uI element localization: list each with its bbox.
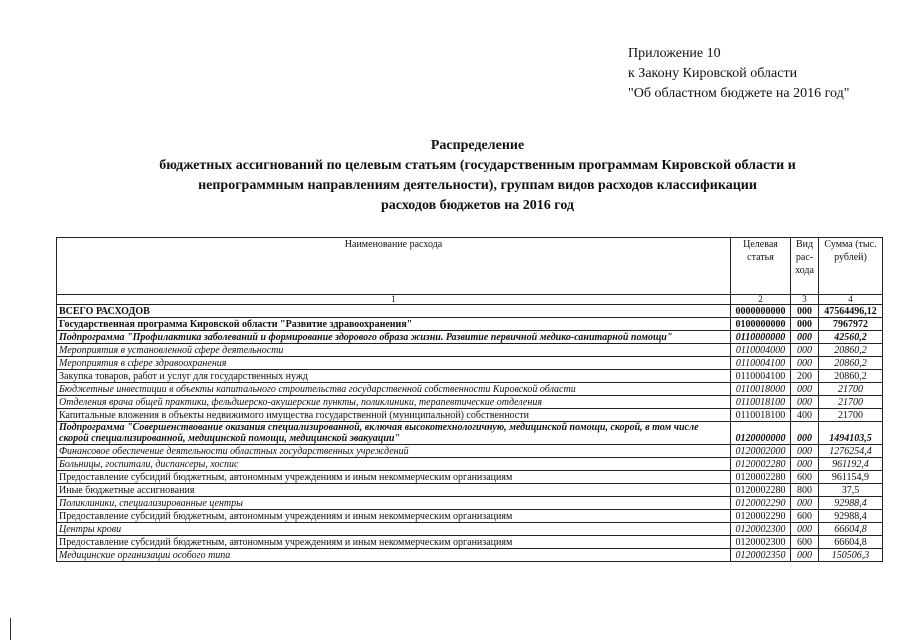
row-name-cell: Закупка товаров, работ и услуг для государственных нужд <box>57 370 731 383</box>
row-type-cell: 000 <box>791 458 819 471</box>
appendix-header <box>628 44 849 104</box>
title-line-3: непрограммным направлениям деятельности), группам видов расходов классификации <box>198 178 757 193</box>
col-number-3: 3 <box>791 295 819 305</box>
header-code: Целевая статья <box>731 238 791 295</box>
row-sum-cell: 1276254,4 <box>819 445 883 458</box>
row-type-cell: 600 <box>791 536 819 549</box>
row-sum-cell: 42560,2 <box>819 331 883 344</box>
row-sum-cell: 7967972 <box>819 318 883 331</box>
row-sum-cell: 1494103,5 <box>819 422 883 445</box>
table-row <box>57 523 883 536</box>
appendix-line-1: Приложение 10 <box>628 46 721 61</box>
table-row <box>57 497 883 510</box>
row-type-cell: 000 <box>791 344 819 357</box>
row-type-cell: 000 <box>791 305 819 318</box>
table-row <box>57 484 883 497</box>
row-name-cell: Капитальные вложения в объекты недвижимого имущества государственной (муниципальной) собственности <box>57 409 731 422</box>
table-row <box>57 318 883 331</box>
row-type-cell: 200 <box>791 370 819 383</box>
row-name-cell: ВСЕГО РАСХОДОВ <box>57 305 731 318</box>
row-code-cell: 0110018000 <box>731 383 791 396</box>
row-code-cell: 0120002290 <box>731 510 791 523</box>
row-code-cell: 0110000000 <box>731 331 791 344</box>
row-name-cell: Подпрограмма "Профилактика заболеваний и формирование здорового образа жизни. Развитие первичной медико-санитарной помощи" <box>57 331 731 344</box>
row-code-cell: 0120002350 <box>731 549 791 562</box>
appendix-line-3: "Об областном бюджете на 2016 год" <box>628 86 850 101</box>
row-type-cell: 000 <box>791 422 819 445</box>
row-sum-cell: 20860,2 <box>819 370 883 383</box>
row-type-cell: 000 <box>791 445 819 458</box>
row-sum-cell: 150506,3 <box>819 549 883 562</box>
row-sum-cell: 20860,2 <box>819 357 883 370</box>
row-name-cell: Предоставление субсидий бюджетным, автономным учреждениям и иным некоммерческим организациям <box>57 536 731 549</box>
row-code-cell: 0120002280 <box>731 484 791 497</box>
table-row <box>57 305 883 318</box>
row-type-cell: 000 <box>791 549 819 562</box>
row-name-cell: Центры крови <box>57 523 731 536</box>
row-code-cell: 0120002300 <box>731 523 791 536</box>
row-name-cell: Отделения врача общей практики, фельдшерско-акушерские пункты, поликлиники, терапевтические отделения <box>57 396 731 409</box>
row-name-cell: Финансовое обеспечение деятельности областных государственных учреждений <box>57 445 731 458</box>
table-row <box>57 458 883 471</box>
row-type-cell: 000 <box>791 357 819 370</box>
row-name-cell: Больницы, госпитали, диспансеры, хоспис <box>57 458 731 471</box>
row-code-cell: 0120000000 <box>731 422 791 445</box>
document-title <box>60 136 895 216</box>
row-code-cell: 0110018100 <box>731 396 791 409</box>
table-row <box>57 396 883 409</box>
header-name: Наименование расхода <box>57 238 731 295</box>
row-sum-cell: 20860,2 <box>819 344 883 357</box>
row-name-cell: Мероприятия в установленной сфере деятельности <box>57 344 731 357</box>
row-name-cell: Медицинские организации особого типа <box>57 549 731 562</box>
row-sum-cell: 66604,8 <box>819 523 883 536</box>
row-type-cell: 000 <box>791 383 819 396</box>
row-sum-cell: 92988,4 <box>819 510 883 523</box>
row-type-cell: 800 <box>791 484 819 497</box>
table-row <box>57 549 883 562</box>
row-name-cell: Подпрограмма "Совершенствование оказания специализированной, включая высокотехнологичную, медицинской помощи, скорой, в том числе скорой специализированной, медицинской помощи, медицинской эвакуации" <box>57 422 731 445</box>
table-row <box>57 344 883 357</box>
row-code-cell: 0120002000 <box>731 445 791 458</box>
budget-table <box>56 237 883 562</box>
col-number-1: 1 <box>57 295 731 305</box>
row-code-cell: 0110004000 <box>731 344 791 357</box>
row-name-cell: Государственная программа Кировской области "Развитие здравоохранения" <box>57 318 731 331</box>
row-type-cell: 600 <box>791 471 819 484</box>
title-line-1: Распределение <box>430 138 525 153</box>
row-sum-cell: 37,5 <box>819 484 883 497</box>
row-name-cell: Предоставление субсидий бюджетным, автономным учреждениям и иным некоммерческим организациям <box>57 471 731 484</box>
header-sum: Сумма (тыс. рублей) <box>819 238 883 295</box>
row-code-cell: 0120002280 <box>731 471 791 484</box>
table-row <box>57 370 883 383</box>
row-type-cell: 400 <box>791 409 819 422</box>
row-type-cell: 000 <box>791 396 819 409</box>
row-code-cell: 0100000000 <box>731 318 791 331</box>
col-number-4: 4 <box>819 295 883 305</box>
table-row <box>57 409 883 422</box>
row-type-cell: 000 <box>791 523 819 536</box>
table-row <box>57 536 883 549</box>
row-sum-cell: 21700 <box>819 396 883 409</box>
row-type-cell: 000 <box>791 497 819 510</box>
col-number-2: 2 <box>731 295 791 305</box>
row-code-cell: 0120002280 <box>731 458 791 471</box>
row-sum-cell: 21700 <box>819 409 883 422</box>
table-row <box>57 357 883 370</box>
row-name-cell: Иные бюджетные ассигнования <box>57 484 731 497</box>
row-code-cell: 0110004100 <box>731 357 791 370</box>
row-sum-cell: 66604,8 <box>819 536 883 549</box>
row-code-cell: 0000000000 <box>731 305 791 318</box>
row-sum-cell: 961192,4 <box>819 458 883 471</box>
row-type-cell: 600 <box>791 510 819 523</box>
row-sum-cell: 92988,4 <box>819 497 883 510</box>
table-row <box>57 383 883 396</box>
row-sum-cell: 961154,9 <box>819 471 883 484</box>
table-row <box>57 422 883 445</box>
row-name-cell: Бюджетные инвестиции в объекты капитального строительства государственной собственности Кировской области <box>57 383 731 396</box>
row-code-cell: 0120002290 <box>731 497 791 510</box>
row-name-cell: Поликлиники, специализированные центры <box>57 497 731 510</box>
table-row <box>57 331 883 344</box>
title-line-4: расходов бюджетов на 2016 год <box>381 198 574 213</box>
row-name-cell: Предоставление субсидий бюджетным, автономным учреждениям и иным некоммерческим организациям <box>57 510 731 523</box>
row-code-cell: 0110004100 <box>731 370 791 383</box>
title-line-2: бюджетных ассигнований по целевым статьям (государственным программам Кировской области и <box>159 158 796 173</box>
row-sum-cell: 47564496,12 <box>819 305 883 318</box>
row-code-cell: 0110018100 <box>731 409 791 422</box>
row-type-cell: 000 <box>791 318 819 331</box>
table-row <box>57 471 883 484</box>
row-code-cell: 0120002300 <box>731 536 791 549</box>
table-row <box>57 510 883 523</box>
appendix-line-2: к Закону Кировской области <box>628 66 798 81</box>
page-edge-mark <box>10 618 11 640</box>
row-type-cell: 000 <box>791 331 819 344</box>
table-row <box>57 445 883 458</box>
table-body <box>57 305 883 562</box>
row-sum-cell: 21700 <box>819 383 883 396</box>
header-type: Вид рас-хода <box>791 238 819 295</box>
row-name-cell: Мероприятия в сфере здравоохранения <box>57 357 731 370</box>
